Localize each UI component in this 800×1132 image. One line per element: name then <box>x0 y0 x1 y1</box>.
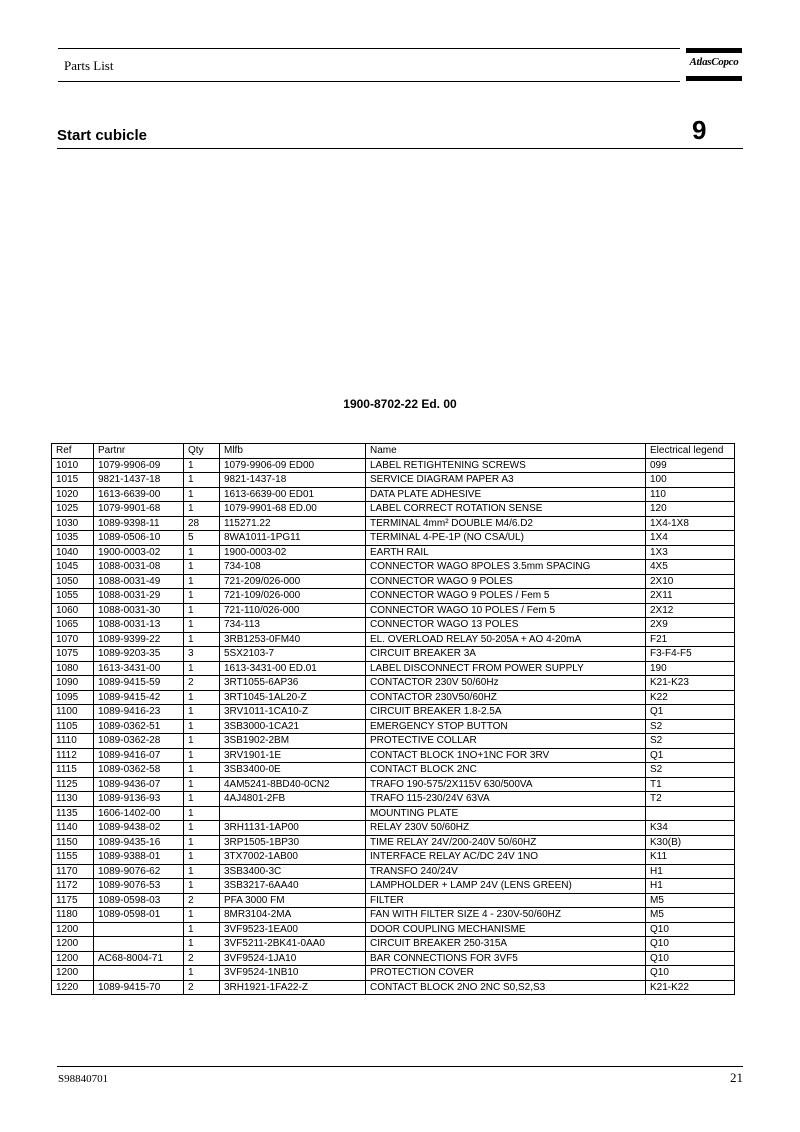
table-cell: 1030 <box>52 516 94 531</box>
table-body <box>52 458 735 995</box>
table-cell: Q10 <box>646 966 735 981</box>
table-row <box>52 719 735 734</box>
table-cell: H1 <box>646 879 735 894</box>
atlas-copco-logo <box>684 48 744 81</box>
table-cell: 3RT1055-6AP36 <box>220 676 366 691</box>
table-cell: Q10 <box>646 937 735 952</box>
table-cell: 1100 <box>52 705 94 720</box>
table-cell <box>94 937 184 952</box>
table-row <box>52 545 735 560</box>
table-cell: K34 <box>646 821 735 836</box>
table-cell: CONTACTOR 230V50/60HZ <box>366 690 646 705</box>
table-cell: 1055 <box>52 589 94 604</box>
table-row <box>52 951 735 966</box>
table-cell: 3RP1505-1BP30 <box>220 835 366 850</box>
table-cell: 1045 <box>52 560 94 575</box>
table-cell: 8MR3104-2MA <box>220 908 366 923</box>
table-cell: K21-K22 <box>646 980 735 995</box>
logo-bar-bottom <box>686 76 742 81</box>
table-cell: 8WA1011-1PG11 <box>220 531 366 546</box>
table-cell: 1088-0031-08 <box>94 560 184 575</box>
table-cell: 9821-1437-18 <box>94 473 184 488</box>
table-cell: 2X12 <box>646 603 735 618</box>
table-cell: 1 <box>184 618 220 633</box>
table-cell: 721-110/026-000 <box>220 603 366 618</box>
table-cell: 1 <box>184 879 220 894</box>
table-cell: 1080 <box>52 661 94 676</box>
table-cell: 1130 <box>52 792 94 807</box>
table-row <box>52 705 735 720</box>
table-cell: 3RV1901-1E <box>220 748 366 763</box>
table-row <box>52 560 735 575</box>
table-cell: 1X3 <box>646 545 735 560</box>
table-cell: M5 <box>646 893 735 908</box>
footer-rule <box>57 1066 743 1067</box>
table-cell: 1105 <box>52 719 94 734</box>
table-cell: 2 <box>184 980 220 995</box>
table-cell: 1 <box>184 748 220 763</box>
table-row <box>52 835 735 850</box>
table-cell: INTERFACE RELAY AC/DC 24V 1NO <box>366 850 646 865</box>
table-cell: 1070 <box>52 632 94 647</box>
table-cell: 1010 <box>52 458 94 473</box>
table-cell: 1220 <box>52 980 94 995</box>
table-cell: F21 <box>646 632 735 647</box>
table-cell: 1 <box>184 458 220 473</box>
table-cell: 3SB3217-6AA40 <box>220 879 366 894</box>
table-cell: 2 <box>184 951 220 966</box>
table-row <box>52 632 735 647</box>
table-cell: 1 <box>184 937 220 952</box>
table-cell: 1079-9906-09 <box>94 458 184 473</box>
table-cell: Q10 <box>646 951 735 966</box>
table-cell: 1020 <box>52 487 94 502</box>
table-cell: 1089-9399-22 <box>94 632 184 647</box>
table-cell: 1 <box>184 835 220 850</box>
table-cell: 1 <box>184 806 220 821</box>
table-cell: 721-109/026-000 <box>220 589 366 604</box>
table-cell: 3 <box>184 647 220 662</box>
table-cell: BAR CONNECTIONS FOR 3VF5 <box>366 951 646 966</box>
table-cell: 3RT1045-1AL20-Z <box>220 690 366 705</box>
table-cell: CONTACT BLOCK 2NC <box>366 763 646 778</box>
table-row <box>52 763 735 778</box>
table-cell: CONTACTOR 230V 50/60Hz <box>366 676 646 691</box>
table-cell: RELAY 230V 50/60HZ <box>366 821 646 836</box>
logo-text: AtlasCopco <box>689 56 739 68</box>
table-cell: 1X4-1X8 <box>646 516 735 531</box>
column-header: Electrical legend <box>646 444 735 459</box>
table-cell: CIRCUIT BREAKER 1.8-2.5A <box>366 705 646 720</box>
table-cell: 115271.22 <box>220 516 366 531</box>
column-header: Name <box>366 444 646 459</box>
table-cell: 1089-9415-70 <box>94 980 184 995</box>
table-cell: 5SX2103-7 <box>220 647 366 662</box>
table-row <box>52 879 735 894</box>
table-cell: CONNECTOR WAGO 13 POLES <box>366 618 646 633</box>
table-cell: 3SB3000-1CA21 <box>220 719 366 734</box>
table-cell: 3RV1011-1CA10-Z <box>220 705 366 720</box>
logo-bar-top <box>686 48 742 53</box>
table-cell: LABEL RETIGHTENING SCREWS <box>366 458 646 473</box>
table-cell <box>94 922 184 937</box>
table-cell: 1089-9076-62 <box>94 864 184 879</box>
column-header: Partnr <box>94 444 184 459</box>
table-row <box>52 690 735 705</box>
table-cell: MOUNTING PLATE <box>366 806 646 821</box>
table-cell: 1613-3431-00 <box>94 661 184 676</box>
table-row <box>52 850 735 865</box>
table-cell: 3VF9523-1EA00 <box>220 922 366 937</box>
table-cell: 1150 <box>52 835 94 850</box>
table-cell: T2 <box>646 792 735 807</box>
table-cell: 1089-0362-28 <box>94 734 184 749</box>
table-cell: 1140 <box>52 821 94 836</box>
table-row <box>52 676 735 691</box>
table-cell: 1 <box>184 545 220 560</box>
table-cell: Q1 <box>646 748 735 763</box>
table-cell: 1 <box>184 502 220 517</box>
table-cell: 3VF5211-2BK41-0AA0 <box>220 937 366 952</box>
table-cell: 1606-1402-00 <box>94 806 184 821</box>
table-cell: 4AJ4801-2FB <box>220 792 366 807</box>
table-cell: 1065 <box>52 618 94 633</box>
table-cell: EARTH RAIL <box>366 545 646 560</box>
table-cell: 3VF9524-1JA10 <box>220 951 366 966</box>
table-cell: 1089-9415-42 <box>94 690 184 705</box>
table-cell: 3RH1921-1FA22-Z <box>220 980 366 995</box>
table-cell: 1900-0003-02 <box>220 545 366 560</box>
table-cell: 1089-9416-07 <box>94 748 184 763</box>
table-row <box>52 966 735 981</box>
table-cell: S2 <box>646 763 735 778</box>
table-cell: TERMINAL 4mm² DOUBLE M4/6.D2 <box>366 516 646 531</box>
table-cell: 2 <box>184 893 220 908</box>
table-cell: 1175 <box>52 893 94 908</box>
table-cell: 734-113 <box>220 618 366 633</box>
table-cell: TRAFO 115-230/24V 63VA <box>366 792 646 807</box>
table-cell: DATA PLATE ADHESIVE <box>366 487 646 502</box>
table-cell: 1200 <box>52 937 94 952</box>
table-cell: K11 <box>646 850 735 865</box>
table-cell: LAMPHOLDER + LAMP 24V (LENS GREEN) <box>366 879 646 894</box>
table-cell: 1089-9436-07 <box>94 777 184 792</box>
table-cell: 1089-9435-16 <box>94 835 184 850</box>
table-row <box>52 473 735 488</box>
table-cell: TERMINAL 4-PE-1P (NO CSA/UL) <box>366 531 646 546</box>
table-row <box>52 487 735 502</box>
table-row <box>52 748 735 763</box>
table-cell: 1089-0598-03 <box>94 893 184 908</box>
table-cell: PFA 3000 FM <box>220 893 366 908</box>
table-cell: 1079-9901-68 <box>94 502 184 517</box>
table-cell: 1089-9415-59 <box>94 676 184 691</box>
table-row <box>52 937 735 952</box>
table-cell: 1089-0362-58 <box>94 763 184 778</box>
table-cell: 1088-0031-29 <box>94 589 184 604</box>
table-cell: 1088-0031-30 <box>94 603 184 618</box>
table-cell: TRAFO 190-575/2X115V 630/500VA <box>366 777 646 792</box>
table-cell: 1 <box>184 603 220 618</box>
table-cell: LABEL CORRECT ROTATION SENSE <box>366 502 646 517</box>
table-cell: Q1 <box>646 705 735 720</box>
column-header: Mlfb <box>220 444 366 459</box>
table-cell: CONNECTOR WAGO 8POLES 3.5mm SPACING <box>366 560 646 575</box>
table-cell: 1 <box>184 560 220 575</box>
table-cell: 1089-0598-01 <box>94 908 184 923</box>
table-row <box>52 589 735 604</box>
table-row <box>52 661 735 676</box>
table-header-row <box>52 444 735 459</box>
table-cell: 1089-9203-35 <box>94 647 184 662</box>
table-cell: H1 <box>646 864 735 879</box>
table-cell: CIRCUIT BREAKER 3A <box>366 647 646 662</box>
table-cell: 1 <box>184 821 220 836</box>
table-cell: 1040 <box>52 545 94 560</box>
table-row <box>52 922 735 937</box>
table-cell: 9821-1437-18 <box>220 473 366 488</box>
table-row <box>52 806 735 821</box>
table-row <box>52 777 735 792</box>
table-cell: 1135 <box>52 806 94 821</box>
page-number: 21 <box>730 1070 743 1085</box>
table-row <box>52 864 735 879</box>
table-cell: 1089-9438-02 <box>94 821 184 836</box>
table-cell: 1 <box>184 850 220 865</box>
table-cell: 1112 <box>52 748 94 763</box>
table-cell: 120 <box>646 502 735 517</box>
table-cell: S2 <box>646 719 735 734</box>
table-cell: 1172 <box>52 879 94 894</box>
table-cell: 2 <box>184 676 220 691</box>
table-cell: 1089-9076-53 <box>94 879 184 894</box>
table-row <box>52 502 735 517</box>
table-cell: FILTER <box>366 893 646 908</box>
table-cell: 3RH1131-1AP00 <box>220 821 366 836</box>
table-cell: 3TX7002-1AB00 <box>220 850 366 865</box>
table-cell <box>94 966 184 981</box>
table-row <box>52 603 735 618</box>
section-rule <box>57 148 743 149</box>
table-cell: TRANSFO 240/24V <box>366 864 646 879</box>
table-row <box>52 516 735 531</box>
table-cell: 099 <box>646 458 735 473</box>
table-cell: 1200 <box>52 951 94 966</box>
table-cell: CONTACT BLOCK 1NO+1NC FOR 3RV <box>366 748 646 763</box>
table-cell: 3SB3400-0E <box>220 763 366 778</box>
table-row <box>52 647 735 662</box>
table-cell: 3SB1902-2BM <box>220 734 366 749</box>
table-row <box>52 792 735 807</box>
table-cell: 1 <box>184 589 220 604</box>
table-cell: AC68-8004-71 <box>94 951 184 966</box>
table-row <box>52 893 735 908</box>
table-cell: 1088-0031-13 <box>94 618 184 633</box>
table-cell: M5 <box>646 908 735 923</box>
table-cell: CONNECTOR WAGO 10 POLES / Fem 5 <box>366 603 646 618</box>
table-cell: TIME RELAY 24V/200-240V 50/60HZ <box>366 835 646 850</box>
table-cell: 1089-9388-01 <box>94 850 184 865</box>
table-cell: 1 <box>184 763 220 778</box>
table-cell: 721-209/026-000 <box>220 574 366 589</box>
table-cell: LABEL DISCONNECT FROM POWER SUPPLY <box>366 661 646 676</box>
table-cell: CONNECTOR WAGO 9 POLES <box>366 574 646 589</box>
table-cell: 1088-0031-49 <box>94 574 184 589</box>
table-cell: 1 <box>184 908 220 923</box>
table-cell: 1035 <box>52 531 94 546</box>
table-cell: 1155 <box>52 850 94 865</box>
table-cell: 1 <box>184 473 220 488</box>
document-title: Parts List <box>64 58 114 73</box>
table-cell: 1090 <box>52 676 94 691</box>
table-cell: 1089-0362-51 <box>94 719 184 734</box>
table-cell: 1050 <box>52 574 94 589</box>
table-cell: Q10 <box>646 922 735 937</box>
table-cell: 1 <box>184 792 220 807</box>
table-cell: K30(B) <box>646 835 735 850</box>
header-bottom-rule <box>58 81 680 82</box>
table-row <box>52 531 735 546</box>
table-cell: 100 <box>646 473 735 488</box>
parts-table <box>51 443 735 995</box>
table-cell: 1079-9901-68 ED.00 <box>220 502 366 517</box>
table-cell: 1613-3431-00 ED.01 <box>220 661 366 676</box>
table-cell: 1900-0003-02 <box>94 545 184 560</box>
table-cell: 3SB3400-3C <box>220 864 366 879</box>
table-cell: SERVICE DIAGRAM PAPER A3 <box>366 473 646 488</box>
table-cell: 1089-0506-10 <box>94 531 184 546</box>
table-cell: 1125 <box>52 777 94 792</box>
table-cell: 1025 <box>52 502 94 517</box>
table-cell: 3RB1253-0FM40 <box>220 632 366 647</box>
table-cell: 1613-6639-00 ED01 <box>220 487 366 502</box>
table-cell: 1 <box>184 734 220 749</box>
table-cell: DOOR COUPLING MECHANISME <box>366 922 646 937</box>
table-row <box>52 574 735 589</box>
table-cell: 3VF9524-1NB10 <box>220 966 366 981</box>
table-cell <box>646 806 735 821</box>
table-cell: 1 <box>184 690 220 705</box>
table-cell: 1613-6639-00 <box>94 487 184 502</box>
table-row <box>52 821 735 836</box>
table-cell: EL. OVERLOAD RELAY 50-205A + AO 4-20mA <box>366 632 646 647</box>
table-cell: 190 <box>646 661 735 676</box>
table-cell: 1 <box>184 922 220 937</box>
table-row <box>52 618 735 633</box>
table-cell: 2X9 <box>646 618 735 633</box>
document-number: 1900-8702-22 Ed. 00 <box>343 397 457 411</box>
table-cell: 5 <box>184 531 220 546</box>
table-cell: K21-K23 <box>646 676 735 691</box>
table-cell: 28 <box>184 516 220 531</box>
table-cell: 1089-9136-93 <box>94 792 184 807</box>
table-cell: F3-F4-F5 <box>646 647 735 662</box>
table-cell: 1 <box>184 705 220 720</box>
table-cell: 1015 <box>52 473 94 488</box>
table-cell: K22 <box>646 690 735 705</box>
table-row <box>52 980 735 995</box>
table-cell: T1 <box>646 777 735 792</box>
table-cell: 1110 <box>52 734 94 749</box>
table-cell: CONNECTOR WAGO 9 POLES / Fem 5 <box>366 589 646 604</box>
section-title: Start cubicle <box>57 127 148 144</box>
column-header: Ref <box>52 444 94 459</box>
table-cell: 1X4 <box>646 531 735 546</box>
table-cell: PROTECTIVE COLLAR <box>366 734 646 749</box>
footer-doc-code: S98840701 <box>58 1073 109 1085</box>
table-cell: 1 <box>184 719 220 734</box>
table-cell: 1 <box>184 777 220 792</box>
table-cell: 1115 <box>52 763 94 778</box>
table-row <box>52 458 735 473</box>
table-row <box>52 734 735 749</box>
table-cell: 2X10 <box>646 574 735 589</box>
table-cell: 1 <box>184 864 220 879</box>
table-cell: 1 <box>184 487 220 502</box>
header-top-rule <box>58 48 680 49</box>
table-cell: 1200 <box>52 966 94 981</box>
column-header: Qty <box>184 444 220 459</box>
table-cell: 1180 <box>52 908 94 923</box>
table-cell: 4X5 <box>646 560 735 575</box>
table-cell: 1 <box>184 661 220 676</box>
table-cell: 1075 <box>52 647 94 662</box>
table-cell: 1 <box>184 632 220 647</box>
table-cell: 110 <box>646 487 735 502</box>
table-cell: CONTACT BLOCK 2NO 2NC S0,S2,S3 <box>366 980 646 995</box>
table-cell: EMERGENCY STOP BUTTON <box>366 719 646 734</box>
table-cell: 1060 <box>52 603 94 618</box>
table-cell: 1089-9416-23 <box>94 705 184 720</box>
table-cell: 1 <box>184 966 220 981</box>
table-cell: 1089-9398-11 <box>94 516 184 531</box>
table-cell: 1095 <box>52 690 94 705</box>
table-cell: 2X11 <box>646 589 735 604</box>
table-cell: PROTECTION COVER <box>366 966 646 981</box>
table-cell: 1200 <box>52 922 94 937</box>
table-cell: CIRCUIT BREAKER 250-315A <box>366 937 646 952</box>
table-cell: 4AM5241-8BD40-0CN2 <box>220 777 366 792</box>
section-number: 9 <box>692 115 707 145</box>
table-cell: FAN WITH FILTER SIZE 4 - 230V-50/60HZ <box>366 908 646 923</box>
table-cell <box>220 806 366 821</box>
table-cell: 1 <box>184 574 220 589</box>
table-row <box>52 908 735 923</box>
table-cell: 1170 <box>52 864 94 879</box>
table-cell: S2 <box>646 734 735 749</box>
table-cell: 734-108 <box>220 560 366 575</box>
table-cell: 1079-9906-09 ED00 <box>220 458 366 473</box>
